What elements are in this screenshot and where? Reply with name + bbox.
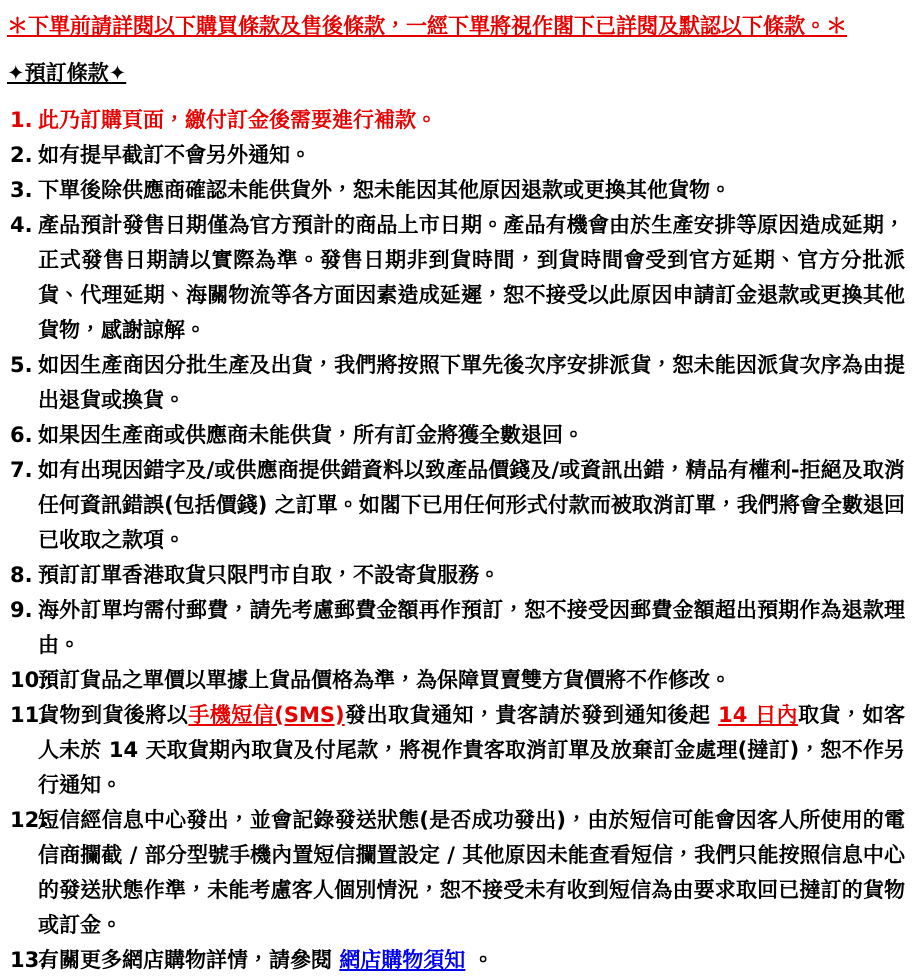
sms-highlight: 手機短信(SMS) <box>188 703 345 727</box>
term-text: 貨物到貨後將以 <box>38 703 189 727</box>
term-item <box>5 698 905 803</box>
term-text: 海外訂單均需付郵費，請先考慮郵費金額再作預訂，恕不接受因郵費金額超出預期作為退款理由。 <box>38 598 905 657</box>
term-number: 10. <box>10 668 48 692</box>
term-number: 4. <box>10 213 33 237</box>
terms-list <box>5 103 905 978</box>
term-number: 6. <box>10 423 33 447</box>
term-text: 如果因生產商或供應商未能供貨，所有訂金將獲全數退回。 <box>38 423 584 447</box>
term-number: 1. <box>10 108 33 132</box>
term-item <box>5 943 905 978</box>
term-item <box>5 453 905 558</box>
term-text: 下單後除供應商確認未能供貨外，恕未能因其他原因退款或更換其他貨物。 <box>38 178 731 202</box>
term-number: 9. <box>10 598 33 622</box>
term-item <box>5 558 905 593</box>
term-text: 如有提早截訂不會另外通知。 <box>38 143 311 167</box>
pre-order-notice: ＊下單前請詳閱以下購買條款及售後條款，一經下單將視作閣下已詳閱及默認以下條款。＊ <box>7 14 847 38</box>
term-item <box>5 103 905 138</box>
term-item <box>5 803 905 943</box>
section-heading: ✦預訂條款✦ <box>7 61 127 85</box>
term-item <box>5 663 905 698</box>
term-text: 此乃訂購頁面，繳付訂金後需要進行補款。 <box>38 108 437 132</box>
term-number: 5. <box>10 353 33 377</box>
term-item <box>5 173 905 208</box>
term-item <box>5 418 905 453</box>
term-text: 預訂訂單香港取貨只限門市自取，不設寄貨服務。 <box>38 563 500 587</box>
term-text: 如因生產商因分批生產及出貨，我們將按照下單先後次序安排派貨，恕未能因派貨次序為由提出退貨或換貨。 <box>38 353 905 412</box>
term-text: 短信經信息中心發出，並會記錄發送狀態(是否成功發出)，由於短信可能會因客人所使用的電信商攔截 / 部分型號手機內置短信攔置設定 / 其他原因未能查看短信，我們只能按照信息中心的發送狀態作準，未能考慮客人個別情況，恕不接受未有收到短信為由要求取回已撻訂的貨物或訂金。 <box>38 808 905 937</box>
term-number: 12. <box>10 808 48 832</box>
term-number: 7. <box>10 458 33 482</box>
shop-guide-link[interactable]: 網店購物須知 <box>339 948 466 972</box>
term-item <box>5 348 905 418</box>
term-number: 13. <box>10 948 48 972</box>
term-text: 產品預計發售日期僅為官方預計的商品上市日期。產品有機會由於生產安排等原因造成延期，正式發售日期請以實際為準。發售日期非到貨時間，到貨時間會受到官方延期、官方分批派貨、代理延期、海關物流等各方面因素造成延遲，恕不接受以此原因申請訂金退款或更換其他貨物，感謝諒解。 <box>38 213 905 342</box>
term-text: 發出取貨通知，貴客請於發到通知後起 <box>344 703 719 727</box>
term-number: 3. <box>10 178 33 202</box>
term-item <box>5 208 905 348</box>
term-text: 如有出現因錯字及/或供應商提供錯資料以致產品價錢及/或資訊出錯，精品有權利-拒絕及取消任何資訊錯誤(包括價錢) 之訂單。如閣下已用任何形式付款而被取消訂單，我們將會全數退回已收取之款項。 <box>38 458 905 552</box>
term-number: 11. <box>10 703 48 727</box>
term-text: 預訂貨品之單價以單據上貨品價格為準，為保障買賣雙方貨價將不作修改。 <box>38 668 731 692</box>
term-number: 8. <box>10 563 33 587</box>
term-number: 2. <box>10 143 33 167</box>
deadline-highlight: 14 日內 <box>718 703 799 727</box>
term-text: 。 <box>465 948 494 972</box>
term-item <box>5 593 905 663</box>
term-text: 取貨，如客人未於 14 天取貨期內取貨及付尾款，將視作貴客取消訂單及放棄訂金處理(撻訂)，恕不作另行通知。 <box>38 703 906 797</box>
term-item <box>5 138 905 173</box>
term-text: 有關更多網店購物詳情，請參閱 <box>38 948 340 972</box>
